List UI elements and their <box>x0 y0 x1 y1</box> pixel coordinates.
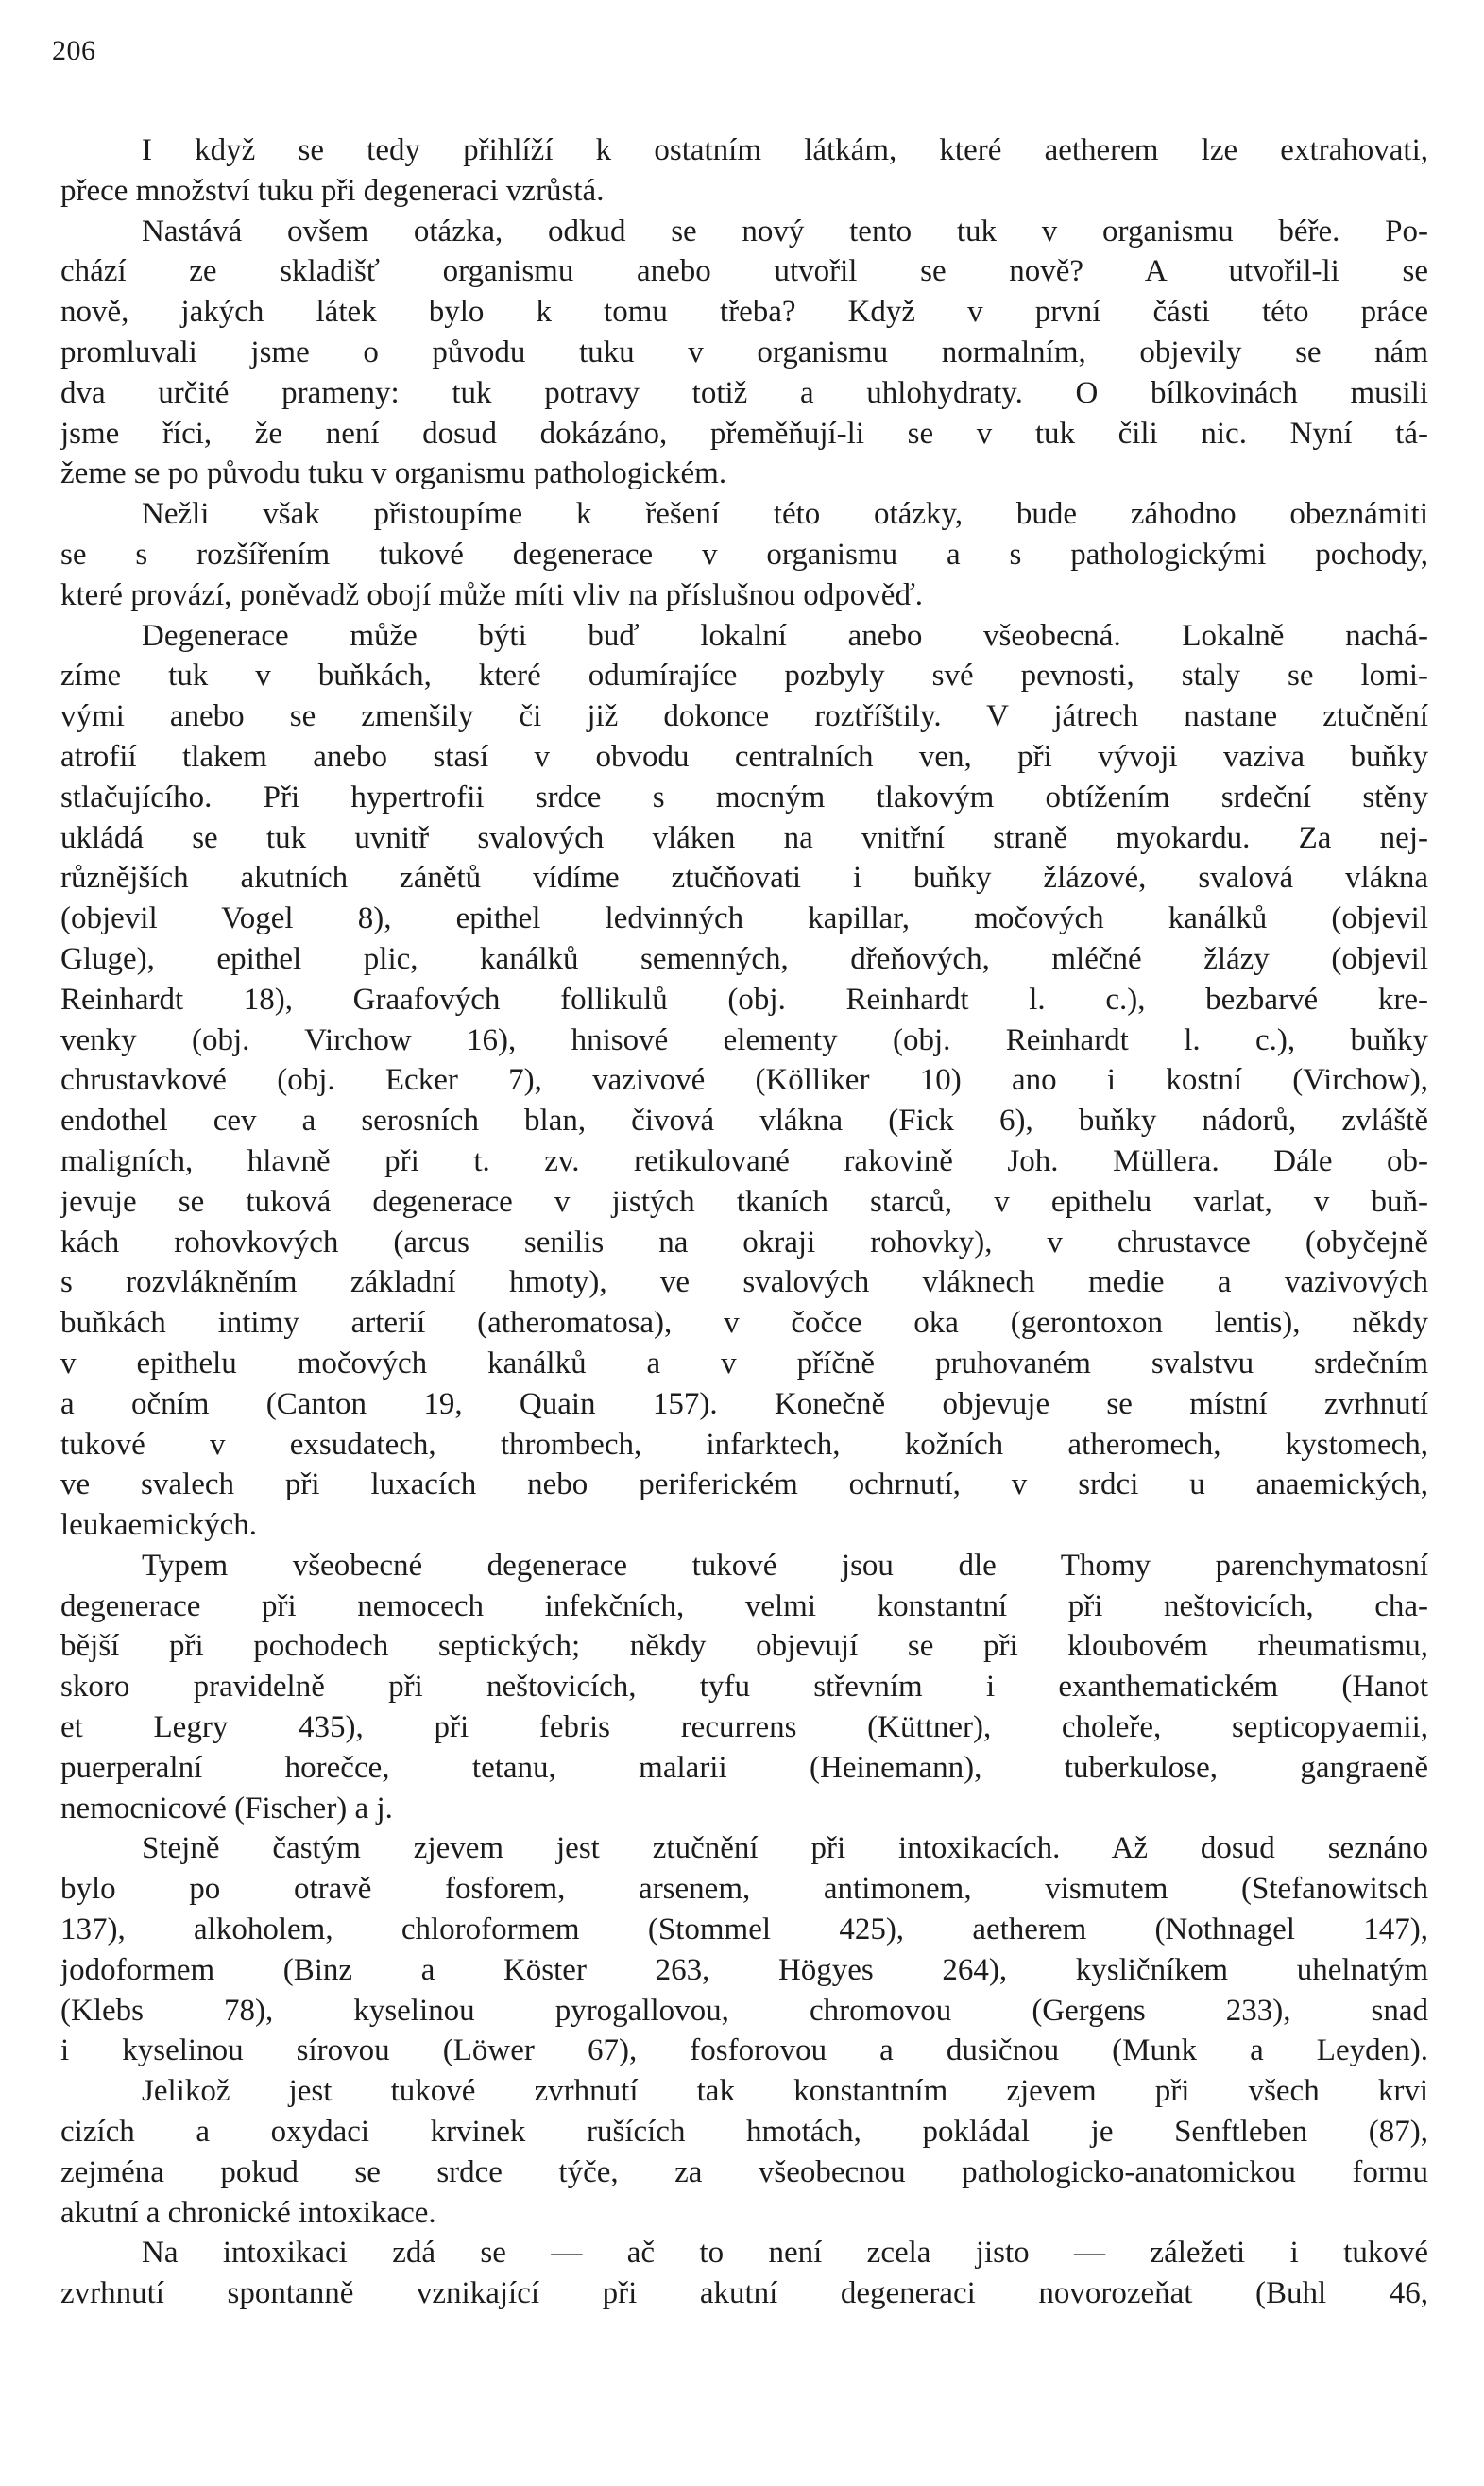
text-line: Gluge), epithel plic, kanálků semenných, dřeňových, mléčné žlázy (objevil <box>60 941 1428 976</box>
text-line: s rozvlákněním základní hmoty), ve svalových vláknech medie a vazivových <box>60 1265 1428 1300</box>
text-line: kách rohovkových (arcus senilis na okraji rohovky), v chrustavce (obyčejně <box>60 1225 1428 1260</box>
text-line: degenerace při nemocech infekčních, velmi konstantní při neštovicích, cha- <box>60 1588 1428 1623</box>
text-line: nově, jakých látek bylo k tomu třeba? Když v první části této práce <box>60 295 1428 330</box>
text-line: přece množství tuku při degeneraci vzrůstá. <box>60 173 605 208</box>
text-line: I když se tedy přihlíží k ostatním látkám, které aetherem lze extrahovati, <box>142 133 1428 167</box>
text-line: vými anebo se zmenšily či již dokonce roztříštily. V játrech nastane ztučnění <box>60 699 1428 734</box>
text-line: (Klebs 78), kyselinou pyrogallovou, chromovou (Gergens 233), snad <box>60 1993 1428 2028</box>
text-line: Nastává ovšem otázka, odkud se nový tento tuk v organismu béře. Po- <box>142 214 1428 249</box>
text-line: se s rozšířením tukové degenerace v organismu a s pathologickými pochody, <box>60 537 1428 572</box>
text-line: endothel cev a serosních blan, čivová vlákna (Fick 6), buňky nádorů, zvláště <box>60 1104 1428 1139</box>
text-line: i kyselinou sírovou (Löwer 67), fosforovou a dusičnou (Munk a Leyden). <box>60 2033 1428 2068</box>
text-line: tukové v exsudatech, thrombech, infarktech, kožních atheromech, kystomech, <box>60 1427 1428 1462</box>
text-line: nemocnicové (Fischer) a j. <box>60 1791 393 1826</box>
text-line: ukládá se tuk uvnitř svalových vláken na vnitřní straně myokardu. Za nej- <box>60 820 1428 855</box>
text-line: jevuje se tuková degenerace v jistých tkaních starců, v epithelu varlat, v buň- <box>60 1184 1428 1219</box>
text-line: v epithelu močových kanálků a v příčně pruhovaném svalstvu srdečním <box>60 1346 1428 1380</box>
text-line: žeme se po původu tuku v organismu pathologickém. <box>60 456 727 491</box>
text-line: stlačujícího. Při hypertrofii srdce s mocným tlakovým obtížením srdeční stěny <box>60 780 1428 814</box>
text-line: Reinhardt 18), Graafových follikulů (obj. Reinhardt l. c.), bezbarvé kre- <box>60 982 1428 1017</box>
text-line: zejména pokud se srdce týče, za všeobecnou pathologicko-anatomickou formu <box>60 2154 1428 2189</box>
text-line: skoro pravidelně při neštovicích, tyfu střevním i exanthematickém (Hanot <box>60 1670 1428 1705</box>
text-line: Jelikož jest tukové zvrhnutí tak konstantním zjevem při všech krvi <box>142 2074 1428 2109</box>
text-line: promluvali jsme o původu tuku v organismu normalním, objevily se nám <box>60 334 1428 369</box>
text-line: buňkách intimy arterií (atheromatosa), v čočce oka (gerontoxon lentis), někdy <box>60 1306 1428 1341</box>
text-line: cizích a oxydaci krvinek rušících hmotách, pokládal je Senftleben (87), <box>60 2115 1428 2150</box>
text-line: a očním (Canton 19, Quain 157). Konečně objevuje se místní zvrhnutí <box>60 1386 1428 1421</box>
text-line: jsme říci, že není dosud dokázáno, přeměňují-li se v tuk čili nic. Nyní tá- <box>60 416 1428 451</box>
text-line: leukaemických. <box>60 1508 257 1543</box>
text-line: bylo po otravě fosforem, arsenem, antimonem, vismutem (Stefanowitsch <box>60 1872 1428 1907</box>
body-text <box>60 130 1428 2314</box>
text-line: chrustavkové (obj. Ecker 7), vazivové (Kölliker 10) ano i kostní (Virchow), <box>60 1063 1428 1098</box>
text-line: atrofií tlakem anebo stasí v obvodu centralních ven, při vývoji vaziva buňky <box>60 739 1428 774</box>
text-line: zvrhnutí spontanně vznikající při akutní degeneraci novorozeňat (Buhl 46, <box>60 2276 1428 2311</box>
text-line: Degenerace může býti buď lokalní anebo všeobecná. Lokalně nachá- <box>142 618 1428 653</box>
text-line: maligních, hlavně při t. zv. retikulované rakovině Joh. Müllera. Dále ob- <box>60 1143 1428 1178</box>
text-line: dva určité prameny: tuk potravy totiž a uhlohydraty. O bílkovinách musili <box>60 375 1428 410</box>
text-line: jodoformem (Binz a Köster 263, Högyes 264), kysličníkem uhelnatým <box>60 1952 1428 1987</box>
text-line: bější při pochodech septických; někdy objevují se při kloubovém rheumatismu, <box>60 1629 1428 1664</box>
text-line: (objevil Vogel 8), epithel ledvinných kapillar, močových kanálků (objevil <box>60 901 1428 936</box>
text-line: akutní a chronické intoxikace. <box>60 2195 436 2230</box>
text-line: Na intoxikaci zdá se — ač to není zcela jisto — záležeti i tukové <box>142 2236 1428 2271</box>
text-line: ve svalech při luxacích nebo periferickém ochrnutí, v srdci u anaemických, <box>60 1467 1428 1502</box>
text-line: Typem všeobecné degenerace tukové jsou dle Thomy parenchymatosní <box>142 1548 1428 1583</box>
text-line: Stejně častým zjevem jest ztučnění při intoxikacích. Až dosud seznáno <box>142 1831 1428 1866</box>
page-number: 206 <box>52 35 96 66</box>
text-line: puerperalní horečce, tetanu, malarii (Heinemann), tuberkulose, gangraeně <box>60 1750 1428 1785</box>
text-line: et Legry 435), při febris recurrens (Küttner), choleře, septicopyaemii, <box>60 1710 1428 1745</box>
text-line: chází ze skladišť organismu anebo utvořil se nově? A utvořil-li se <box>60 254 1428 289</box>
text-line: 137), alkoholem, chloroformem (Stommel 425), aetherem (Nothnagel 147), <box>60 1912 1428 1947</box>
text-line: zíme tuk v buňkách, které odumírajíce pozbyly své pevnosti, staly se lomi- <box>60 659 1428 694</box>
text-line: venky (obj. Virchow 16), hnisové elementy (obj. Reinhardt l. c.), buňky <box>60 1022 1428 1057</box>
text-line: které provází, poněvadž obojí může míti vliv na příslušnou odpověď. <box>60 577 924 612</box>
text-line: Nežli však přistoupíme k řešení této otázky, bude záhodno obeznámiti <box>142 497 1428 532</box>
text-line: různějších akutních zánětů vídíme ztučňovati i buňky žlázové, svalová vlákna <box>60 861 1428 896</box>
